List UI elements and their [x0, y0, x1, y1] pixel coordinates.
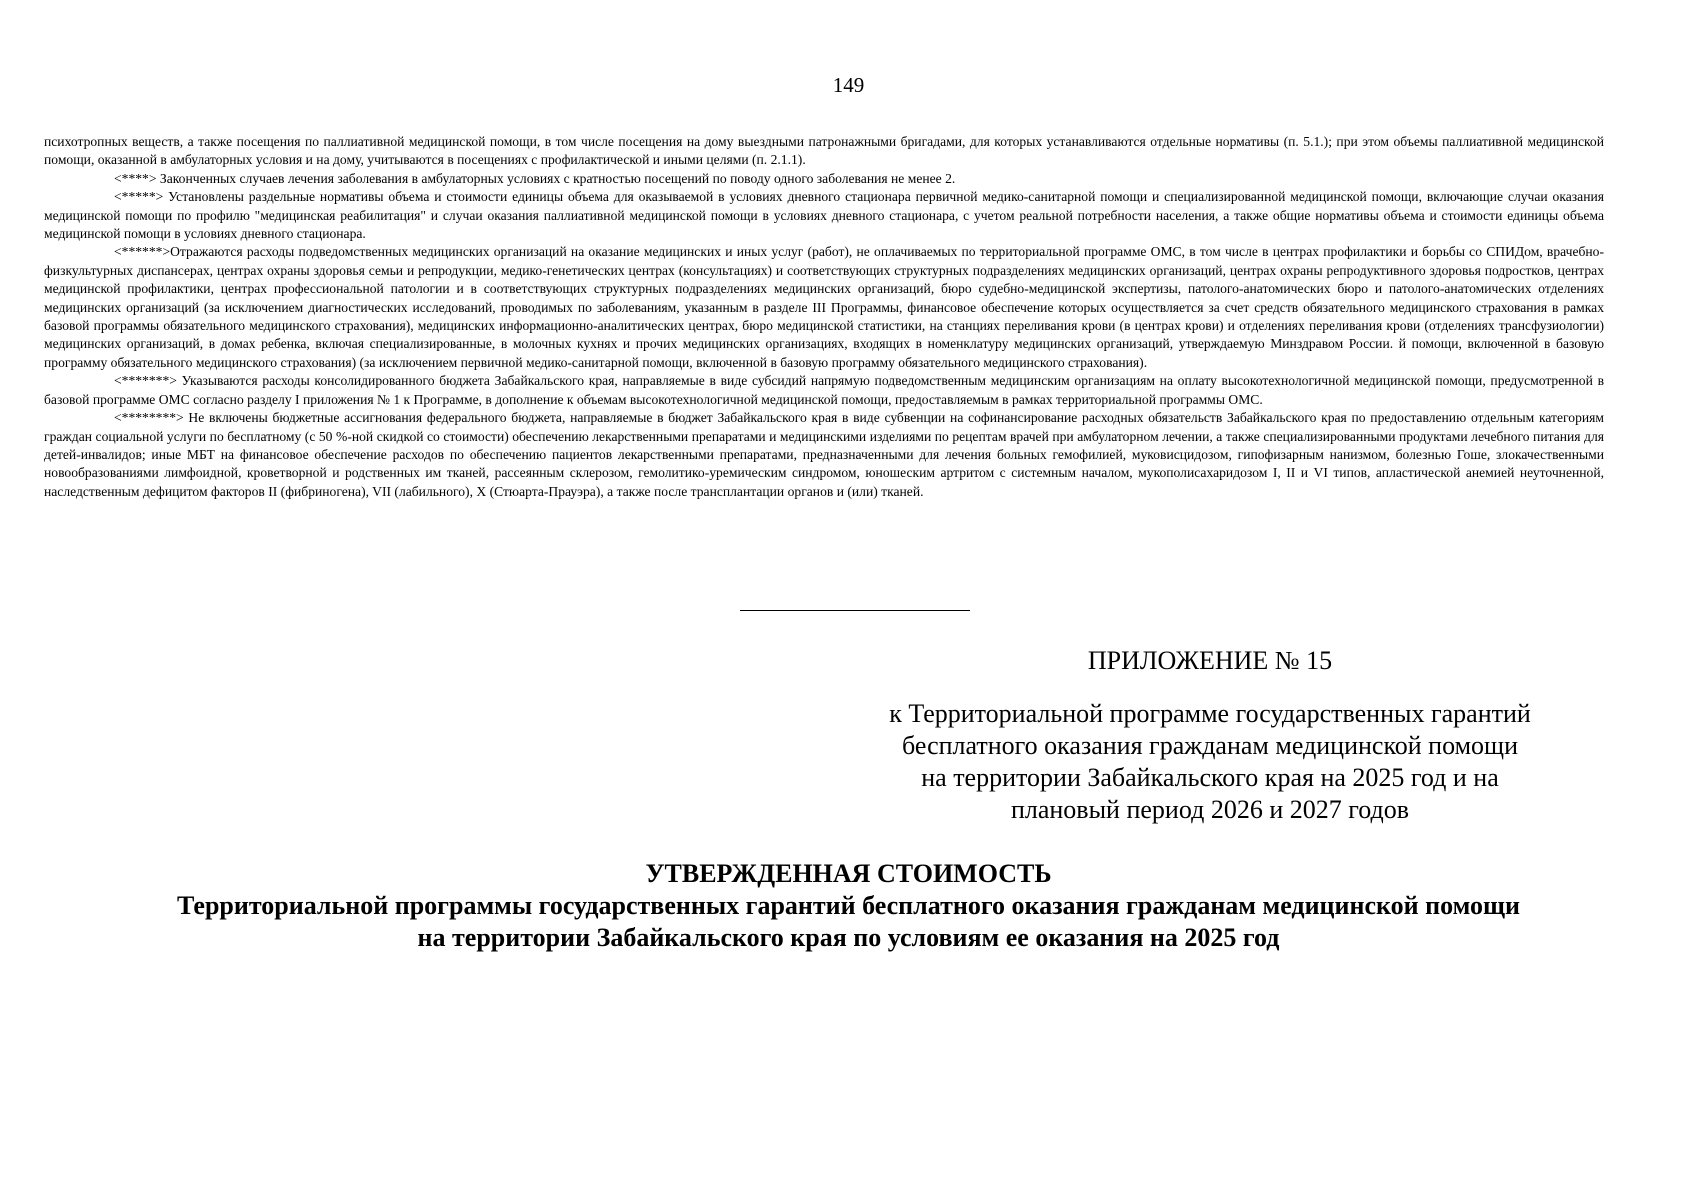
footnote-4: <****> Законченных случаев лечения заболевания в амбулаторных условиях с кратностью посещений по поводу одного заболевания не менее 2. — [114, 170, 956, 186]
footnote-6: <******>Отражаются расходы подведомственных медицинских организаций на оказание медицинских и иных услуг (работ), не оплачиваемых по территориальной программе ОМС, в том числе в центрах профилактики и борьбы со СПИДом, врачебно-физкультурных диспансерах, центрах охраны здоровья семьи и репродукции, медико-генетических центрах (консультациях) и соответствующих структурных подразделениях медицинских организаций, центрах охраны репродуктивного здоровья подростков, центрах медицинской профилактики, центрах профессиональной патологии и в соответствующих структурных подразделениях медицинских организаций, бюро судебно-медицинской экспертизы, патолого-анатомических бюро и патолого-анатомических отделениях медицинских организаций (за исключением диагностических исследований, проводимых по заболеваниям, указанным в разделе III Программы, финансовое обеспечение которых осуществляется за счет средств обязательного медицинского страхования в рамках базовой программы обязательного медицинского страхования), медицинских информационно-аналитических центрах, бюро медицинской статистики, на станциях переливания крови (в центрах крови) и отделениях переливания крови (отделениях трансфузиологии) медицинских организаций, в домах ребенка, включая специализированные, в молочных кухнях и прочих медицинских организациях, входящих в номенклатуру медицинских организаций, утверждаемую Минздравом России. й помощи, включенной в базовую программу обязательного медицинского страхования) (за исключением первичной медико-санитарной помощи, включенной в базовую программу обязательного медицинского страхования). — [44, 244, 1604, 370]
section-divider — [740, 610, 970, 611]
appendix-subtitle-line: на территории Забайкальского края на 2025 год и на — [921, 763, 1499, 792]
heading-line: Территориальной программы государственных гарантий бесплатного оказания гражданам медицинской помощи — [177, 891, 1520, 920]
footnote-7: <*******> Указываются расходы консолидированного бюджета Забайкальского края, направляемые в виде субсидий напрямую подведомственным медицинским организациям на оплату высокотехнологичной медицинской помощи, предусмотренной в базовой программе ОМС согласно разделу I приложения № 1 к Программе, в дополнение к объемам высокотехнологичной медицинской помощи, предоставляемым в рамках территориальной программы ОМС. — [44, 373, 1604, 407]
appendix-subtitle-line: бесплатного оказания гражданам медицинской помощи — [902, 731, 1518, 760]
appendix-subtitle-line: плановый период 2026 и 2027 годов — [1010, 795, 1410, 824]
page-number: 149 — [832, 73, 865, 97]
document-heading — [40, 858, 1657, 954]
heading-title: УТВЕРЖДЕННАЯ СТОИМОСТЬ — [645, 859, 1052, 888]
appendix-title: ПРИЛОЖЕНИЕ № 15 — [1087, 646, 1333, 675]
heading-line: на территории Забайкальского края по условиям ее оказания на 2025 год — [417, 923, 1280, 952]
footnote-8: <********> Не включены бюджетные ассигнования федерального бюджета, направляемые в бюджет Забайкальского края в виде субвенции на софинансирование расходных обязательств Забайкальского края по предоставлению отдельным категориям граждан социальной услуги по бесплатному (с 50 %-ной скидкой со стоимости) обеспечению лекарственными препаратами и медицинскими изделиями по рецептам врачей при амбулаторном лечении, а также специализированными продуктами лечебного питания для детей-инвалидов; иные МБТ на финансовое обеспечение расходов по обеспечению пациентов лекарственными препаратами, предназначенными для лечения больных гемофилией, муковисцидозом, гипофизарным нанизмом, болезнью Гоше, злокачественными новообразованиями лимфоидной, кроветворной и родственных им тканей, рассеянным склерозом, гемолитико-уремическим синдромом, юношеским артритом с системным началом, мукополисахаридозом I, II и VI типов, апластической анемией неуточненной, наследственным дефицитом факторов II (фибриногена), VII (лабильного), X (Стюарта-Прауэра), а также после трансплантации органов и (или) тканей. — [44, 410, 1604, 499]
footnote-continuation: психотропных веществ, а также посещения по паллиативной медицинской помощи, в том числе посещения на дому выездными патронажными бригадами, для которых устанавливаются отдельные нормативы (п. 5.1.); при этом объемы паллиативной медицинской помощи, оказанной в амбулаторных условия и на дому, учитываются в посещениях с профилактической и иными целями (п. 2.1.1). — [44, 134, 1604, 168]
footnotes-section — [44, 133, 1604, 501]
appendix-subtitle-line: к Территориальной программе государственных гарантий — [889, 699, 1531, 728]
appendix-subtitle — [830, 698, 1590, 826]
footnote-5: <*****> Установлены раздельные нормативы объема и стоимости единицы объема для оказываемой в условиях дневного стационара первичной медико-санитарной помощи и специализированной медицинской помощи, включающие случаи оказания медицинской помощи по профилю "медицинская реабилитация" и случаи оказания паллиативной медицинской помощи в условиях дневного стационара, с учетом реальной потребности населения, а также общие нормативы объема и стоимости единицы объема медицинской помощи в условиях дневного стационара. — [44, 189, 1604, 242]
